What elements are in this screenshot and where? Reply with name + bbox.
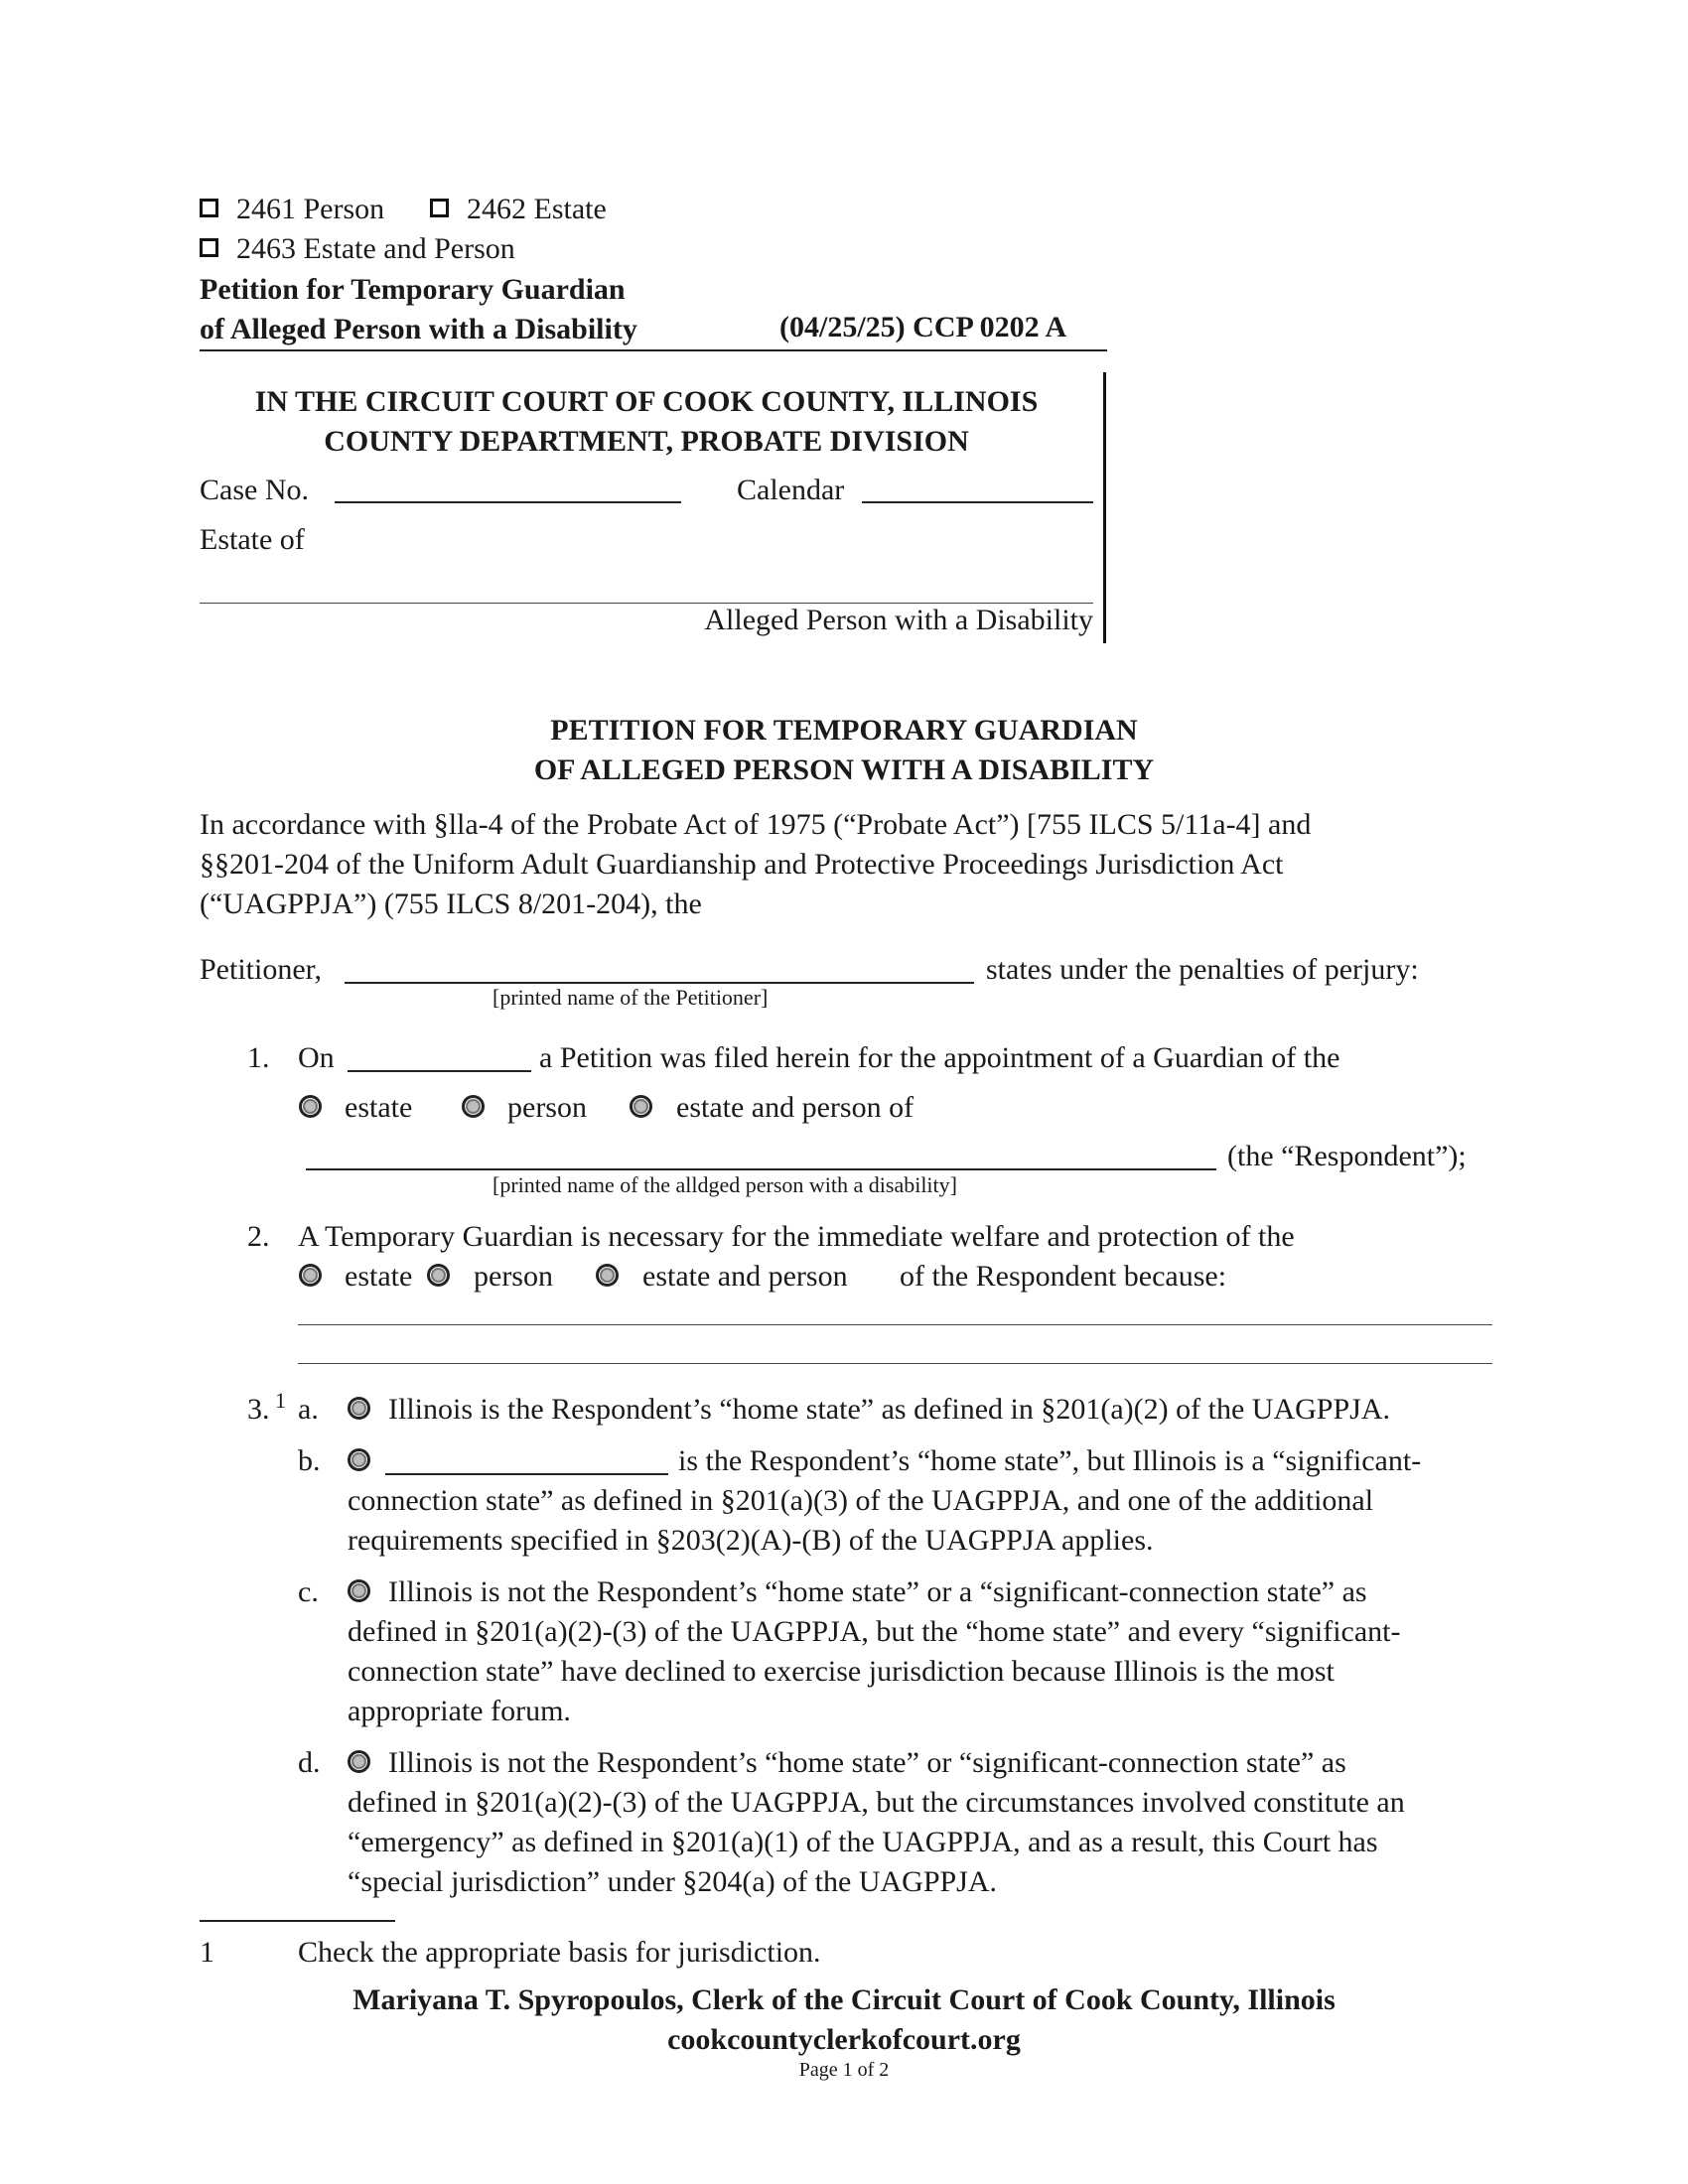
item3d-text2: defined in §201(a)(2)-(3) of the UAGPPJA, but the circumstances involved constitute an bbox=[348, 1786, 1405, 1819]
item3c-text4: appropriate forum. bbox=[348, 1695, 571, 1727]
alleged-label: Alleged Person with a Disability bbox=[704, 604, 1093, 636]
item1-label-estate: estate bbox=[345, 1091, 413, 1124]
petitioner-suffix: states under the penalties of perjury: bbox=[986, 953, 1419, 986]
footer-site: cookcountyclerkofcourt.org bbox=[667, 2023, 1021, 2056]
intro-line2: §§201-204 of the Uniform Adult Guardianship and Protective Proceedings Jurisdiction Act bbox=[200, 848, 1284, 881]
item2-radio-estate-person[interactable] bbox=[596, 1264, 619, 1287]
item2-text: A Temporary Guardian is necessary for the immediate welfare and protection of the bbox=[298, 1220, 1295, 1253]
petitioner-label: Petitioner, bbox=[200, 953, 322, 986]
item1-radio-person[interactable] bbox=[462, 1095, 485, 1118]
heading-line1: PETITION FOR TEMPORARY GUARDIAN bbox=[550, 714, 1138, 747]
caption-vertical-rule bbox=[1103, 372, 1106, 643]
checkbox-2461-person[interactable] bbox=[200, 199, 218, 217]
intro-line1: In accordance with §lla-4 of the Probate Act of 1975 (“Probate Act”) [755 ILCS 5/11a-4] and bbox=[200, 808, 1312, 841]
court-line2: COUNTY DEPARTMENT, PROBATE DIVISION bbox=[324, 425, 969, 458]
intro-line3: (“UAGPPJA”) (755 ILCS 8/201-204), the bbox=[200, 887, 702, 920]
petitioner-caption: [printed name of the Petitioner] bbox=[492, 985, 769, 1010]
item3b-label: b. bbox=[298, 1444, 321, 1477]
item2-tail: of the Respondent because: bbox=[900, 1260, 1227, 1293]
footnote-number: 1 bbox=[200, 1936, 214, 1969]
checkbox-2462-estate[interactable] bbox=[430, 199, 449, 217]
item1-label-estate-person: estate and person of bbox=[676, 1091, 914, 1124]
footer-clerk: Mariyana T. Spyropoulos, Clerk of the Circuit Court of Cook County, Illinois bbox=[352, 1983, 1336, 2016]
item2-radio-person[interactable] bbox=[427, 1264, 450, 1287]
item3b-state-field[interactable] bbox=[385, 1473, 668, 1475]
petitioner-name-field[interactable] bbox=[345, 982, 974, 984]
item2-number: 2. bbox=[247, 1220, 270, 1253]
label-2462-estate: 2462 Estate bbox=[467, 193, 607, 225]
respondent-caption: [printed name of the alldged person with a disability] bbox=[492, 1172, 957, 1197]
calendar-label: Calendar bbox=[737, 474, 845, 506]
item3a-radio[interactable] bbox=[348, 1397, 370, 1420]
item2-label-person: person bbox=[474, 1260, 553, 1293]
estate-of-label: Estate of bbox=[200, 523, 305, 556]
item3d-radio[interactable] bbox=[348, 1750, 370, 1773]
checkbox-2463-estate-person[interactable] bbox=[200, 238, 218, 257]
calendar-field[interactable] bbox=[862, 501, 1093, 503]
item3a-text: Illinois is the Respondent’s “home state” as defined in §201(a)(2) of the UAGPPJA. bbox=[388, 1393, 1390, 1426]
footnote-rule bbox=[200, 1920, 395, 1922]
label-2463-estate-person: 2463 Estate and Person bbox=[236, 232, 515, 265]
court-line1: IN THE CIRCUIT COURT OF COOK COUNTY, ILLINOIS bbox=[254, 385, 1039, 418]
item2-reason-line1[interactable] bbox=[298, 1324, 1492, 1325]
item3d-text1: Illinois is not the Respondent’s “home state” or “significant-connection state” as bbox=[388, 1746, 1346, 1779]
footnote-text: Check the appropriate basis for jurisdiction. bbox=[298, 1936, 821, 1969]
form-title-line2: of Alleged Person with a Disability bbox=[200, 313, 637, 345]
item3b-text1: is the Respondent’s “home state”, but Illinois is a “significant- bbox=[678, 1444, 1422, 1477]
item1-date-field[interactable] bbox=[348, 1070, 531, 1072]
respondent-name-field[interactable] bbox=[306, 1168, 1216, 1170]
item2-reason-line2[interactable] bbox=[298, 1363, 1492, 1364]
respondent-label: (the “Respondent”); bbox=[1227, 1140, 1467, 1172]
label-2461-person: 2461 Person bbox=[236, 193, 385, 225]
heading-line2: OF ALLEGED PERSON WITH A DISABILITY bbox=[533, 753, 1155, 786]
form-code: (04/25/25) CCP 0202 A bbox=[779, 311, 1067, 343]
item3a-label: a. bbox=[298, 1393, 319, 1426]
footer-page: Page 1 of 2 bbox=[798, 2059, 890, 2081]
item3b-radio[interactable] bbox=[348, 1448, 370, 1471]
item1-radio-estate-person[interactable] bbox=[630, 1095, 652, 1118]
item3b-text2: connection state” as defined in §201(a)(3) of the UAGPPJA, and one of the additional bbox=[348, 1484, 1374, 1517]
item3c-text3: connection state” have declined to exercise jurisdiction because Illinois is the most bbox=[348, 1655, 1335, 1688]
item3c-label: c. bbox=[298, 1575, 319, 1608]
item3d-text4: “special jurisdiction” under §204(a) of the UAGPPJA. bbox=[348, 1865, 998, 1898]
case-no-label: Case No. bbox=[200, 474, 309, 506]
item3b-text3: requirements specified in §203(2)(A)-(B) of the UAGPPJA applies. bbox=[348, 1524, 1154, 1557]
item3-number: 3. bbox=[247, 1393, 270, 1426]
item3d-label: d. bbox=[298, 1746, 321, 1779]
item1-radio-estate[interactable] bbox=[299, 1095, 322, 1118]
item2-label-estate-person: estate and person bbox=[642, 1260, 848, 1293]
item3c-text2: defined in §201(a)(2)-(3) of the UAGPPJA, but the “home state” and every “significant- bbox=[348, 1615, 1401, 1648]
case-no-field[interactable] bbox=[335, 501, 681, 503]
item3c-radio[interactable] bbox=[348, 1579, 370, 1602]
item2-label-estate: estate bbox=[345, 1260, 413, 1293]
item3d-text3: “emergency” as defined in §201(a)(1) of the UAGPPJA, and as a result, this Court has bbox=[348, 1826, 1378, 1858]
item1-label-person: person bbox=[507, 1091, 587, 1124]
item1-number: 1. bbox=[247, 1041, 270, 1074]
item1-on: On bbox=[298, 1041, 335, 1074]
header-rule bbox=[200, 349, 1107, 351]
item2-radio-estate[interactable] bbox=[299, 1264, 322, 1287]
item3c-text1: Illinois is not the Respondent’s “home state” or a “significant-connection state” as bbox=[388, 1575, 1367, 1608]
item1-text: a Petition was filed herein for the appointment of a Guardian of the bbox=[539, 1041, 1340, 1074]
item3-footnote-ref: 1 bbox=[275, 1388, 286, 1413]
form-title-line1: Petition for Temporary Guardian bbox=[200, 273, 626, 306]
